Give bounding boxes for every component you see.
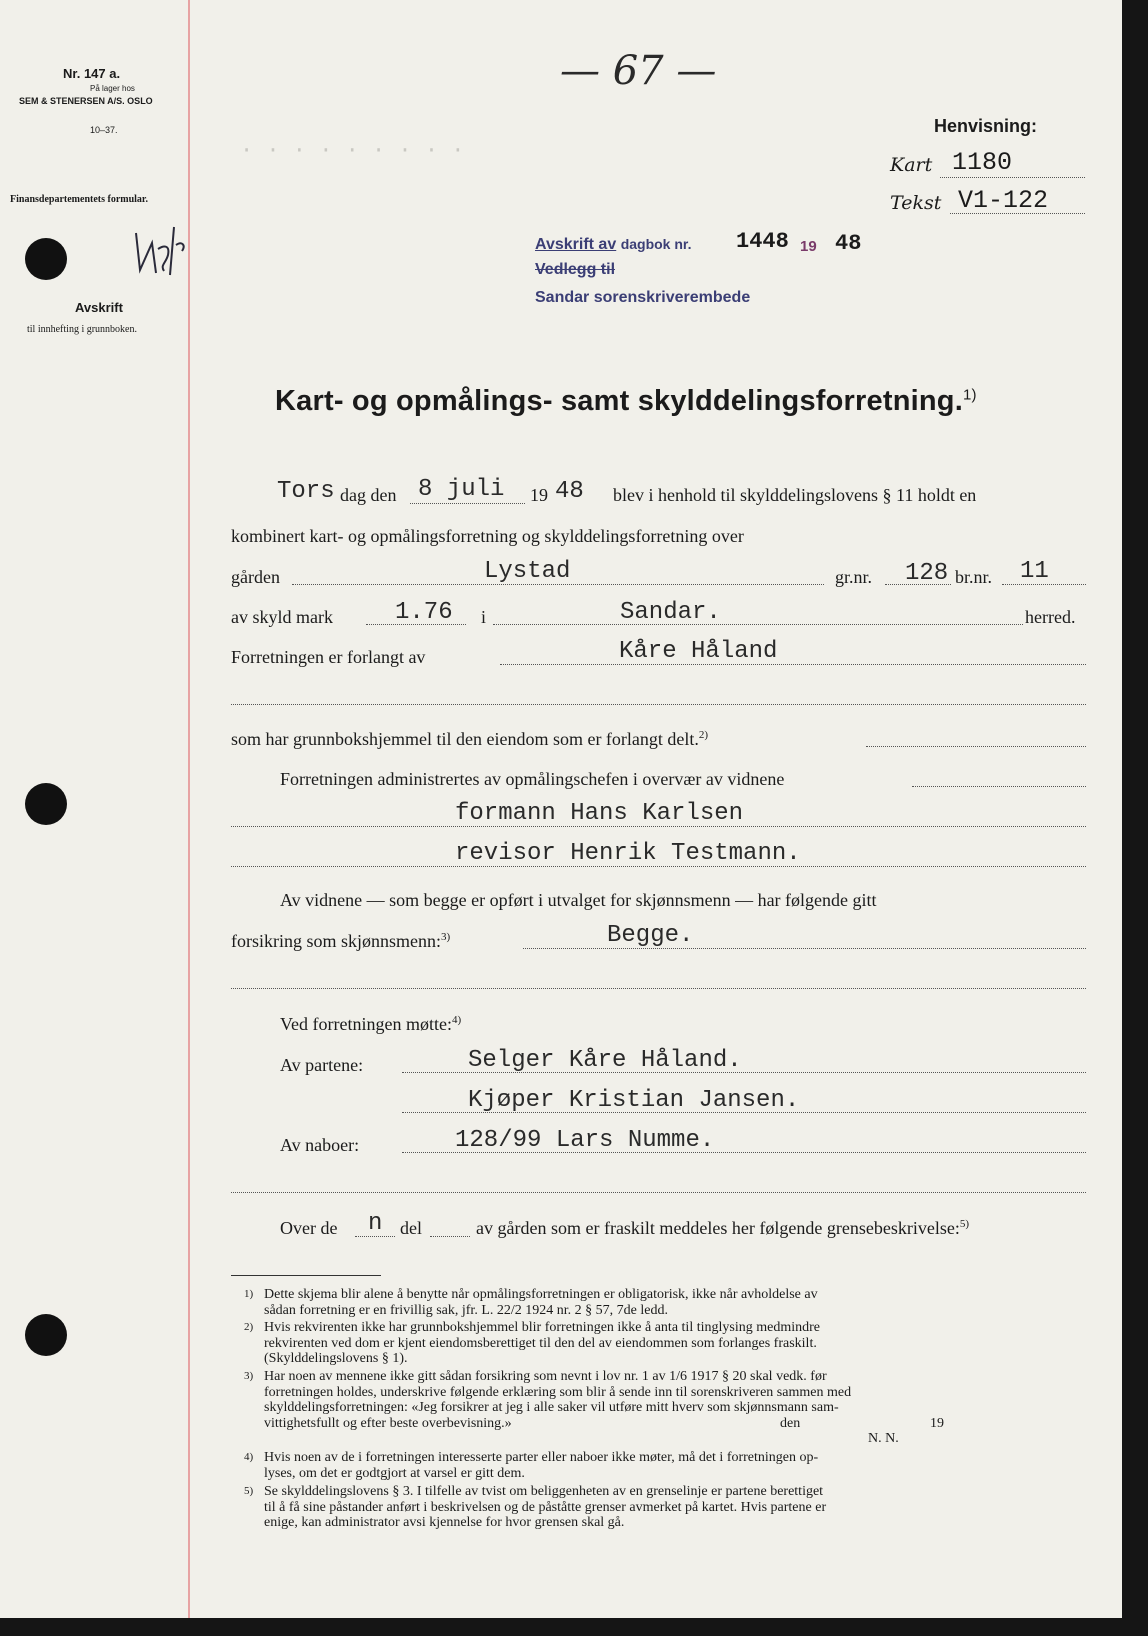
- bleed-through-1: · · · · · · · · ·: [240, 138, 465, 163]
- skyld-label: av skyld mark: [231, 607, 333, 627]
- over-de-label: Over de: [280, 1218, 338, 1238]
- grunnbok-text: som har grunnbokshjemmel til den eiendom som er forlangt delt.: [231, 729, 699, 749]
- stamp-year-prefix: 19: [800, 238, 817, 255]
- scan-border-right: [1122, 0, 1148, 1636]
- footnote-2-line2: rekvirenten ved dom er kjent eiendomsberettiget til den del av eiendommen som forlanges fraskilt.: [264, 1335, 817, 1351]
- avskrift-note: til innhefting i grunnboken.: [27, 324, 137, 335]
- document-title: [275, 385, 977, 418]
- stamp-number: 1448: [736, 229, 789, 254]
- skyld-value: 1.76: [395, 599, 453, 626]
- motte-label: [280, 1014, 461, 1035]
- forsikring-mark: 3): [441, 931, 451, 943]
- year-value: 48: [555, 478, 584, 505]
- del-label: del: [400, 1218, 422, 1238]
- requested-dotline: [500, 664, 1086, 665]
- footnote-3-line3: skylddelingsforretningen: «Jeg forsikrer at jeg i alle saker vil utføre mitt hverv som skjønnsmann sam-: [264, 1400, 839, 1415]
- footnote-3-line4-text: vittighetsfullt og efter beste overbevisning.»: [264, 1415, 512, 1431]
- page-number: — 67 —: [560, 48, 717, 94]
- herred-label: herred.: [1025, 607, 1076, 627]
- forsikring-label: [231, 931, 450, 952]
- margin-initials: [130, 215, 200, 290]
- stamp-line2: Vedlegg til: [535, 261, 616, 278]
- printer-line1: På lager hos: [90, 84, 135, 93]
- grense-line: [476, 1218, 969, 1239]
- document-title-text: Kart- og opmålings- samt skylddelingsforretning.: [275, 385, 963, 417]
- farm-label: gården: [231, 567, 280, 587]
- party1: Selger Kåre Håland.: [468, 1047, 742, 1074]
- neighbour: 128/99 Lars Numme.: [455, 1127, 715, 1154]
- oath-den: den: [780, 1415, 801, 1431]
- forsikring-value: Begge.: [607, 922, 694, 949]
- tekst-label: Tekst: [890, 192, 942, 214]
- form-date: 10–37.: [90, 125, 118, 135]
- footnote-2: [244, 1320, 1064, 1367]
- footnote-4-mark: 4): [244, 1451, 254, 1463]
- punch-hole-top: [25, 238, 67, 280]
- stamp-line3: Sandar sorenskriverembede: [535, 289, 751, 306]
- form-number: Nr. 147 a.: [63, 66, 121, 81]
- oath-year: 19: [930, 1415, 944, 1431]
- partene-label: Av partene:: [280, 1055, 364, 1075]
- requested-label: Forretningen er forlangt av: [231, 647, 426, 667]
- oath-signature: N. N.: [868, 1431, 899, 1446]
- bnr-value: 11: [1020, 558, 1049, 585]
- line2: kombinert kart- og opmålingsforretning og skylddelingsforretning over: [231, 526, 744, 546]
- kart-value: 1180: [952, 148, 1013, 177]
- reference-heading: Henvisning:: [934, 116, 1038, 136]
- witness2: revisor Henrik Testmann.: [455, 840, 801, 867]
- kart-dotline: [940, 177, 1085, 178]
- footnote-1-line1: Dette skjema blir alene å benytte når opmålingsforretningen er obligatorisk, ikke når avholdelse av: [264, 1287, 818, 1302]
- date-dotline: [410, 503, 525, 504]
- grunnbok-mark: 2): [698, 729, 709, 741]
- ministry-label: Finansdepartementets formular.: [10, 194, 148, 205]
- stamp-year: 48: [835, 231, 862, 256]
- bnr-label: br.nr.: [955, 567, 993, 587]
- herred-value: Sandar.: [620, 599, 721, 626]
- line1-rest: blev i henhold til skylddelingslovens § 11 holdt en: [613, 485, 977, 505]
- footnote-3-line1: Har noen av mennene ikke gitt sådan forsikring som nevnt i lov nr. 1 av 1/6 1917 § 20 skal vedk. før: [264, 1369, 827, 1384]
- gnr-label: gr.nr.: [835, 567, 873, 587]
- stamp-avskrift: Avskrift av: [535, 236, 617, 253]
- day-typed: Tors: [277, 478, 335, 505]
- footnote-rule: [231, 1275, 381, 1276]
- footnote-4: [244, 1450, 1064, 1481]
- footnote-5-mark: 5): [244, 1485, 254, 1497]
- forsikring-label-text: forsikring som skjønnsmenn:: [231, 931, 441, 951]
- over-dotline: [355, 1236, 395, 1237]
- punch-hole-middle: [25, 783, 67, 825]
- blank-dotline-1: [231, 704, 1086, 705]
- footnote-1-line2: sådan forretning er en frivillig sak, jfr. L. 22/2 1924 nr. 2 § 57, 7de ledd.: [264, 1302, 668, 1318]
- kart-label: Kart: [890, 154, 933, 176]
- day-printed: dag den: [340, 485, 397, 505]
- footnote-2-line1: Hvis rekvirenten ikke har grunnbokshjemmel blir forretningen ikke å anta til tinglysing medmindre: [264, 1320, 820, 1335]
- requested-by: Kåre Håland: [619, 638, 778, 665]
- footnote-3-line4: [264, 1416, 1064, 1432]
- vidnene-line: Av vidnene — som begge er opført i utvalget for skjønnsmenn — har følgende gitt: [280, 890, 877, 910]
- blank-dotline-2: [231, 988, 1086, 989]
- footnote-4-line1: Hvis noen av de i forretningen interesserte parter eller naboer ikke møter, må det i forretningen op-: [264, 1450, 819, 1465]
- scan-border-bottom: [0, 1618, 1148, 1636]
- footnote-5-line3: enige, kan administrator avsi kjennelse for hvor grensen skal gå.: [264, 1515, 625, 1530]
- tekst-value: V1-122: [958, 186, 1049, 215]
- stamp-line1: [535, 236, 691, 254]
- footnote-5-line1: Se skylddelingslovens § 3. I tilfelle av tvist om beliggenheten av en grenselinje er partene berettiget: [264, 1484, 824, 1499]
- grense-mark: 5): [959, 1218, 969, 1230]
- grunnbok-line: [231, 729, 708, 750]
- footnote-3-mark: 3): [244, 1370, 254, 1382]
- admin-dotline: [912, 786, 1086, 787]
- avskrift-label: Avskrift: [75, 300, 123, 315]
- i-label: i: [481, 607, 487, 627]
- footnote-3: [244, 1369, 1064, 1447]
- stamp-dagbok: dagbok nr.: [620, 236, 692, 252]
- del-dotline: [430, 1236, 470, 1237]
- farm-value: Lystad: [484, 558, 571, 585]
- footnote-1: [244, 1287, 1064, 1318]
- footnote-3-line2: forretningen holdes, underskrive følgende erklæring som blir å sende inn til sorenskriveren sammen med: [264, 1384, 852, 1400]
- motte-mark: 4): [451, 1014, 462, 1026]
- over-value: n: [368, 1210, 383, 1237]
- year-prefix: 19: [530, 485, 548, 505]
- footnote-1-mark: 1): [244, 1288, 254, 1300]
- date-value: 8 juli: [418, 476, 505, 503]
- party2: Kjøper Kristian Jansen.: [468, 1087, 800, 1114]
- title-footnote-mark: 1): [962, 386, 977, 404]
- footnote-4-line2: lyses, om det er godtgjort at varsel er gitt dem.: [264, 1465, 525, 1481]
- herred-dotline: [493, 624, 1023, 625]
- grunnbok-dotline: [866, 746, 1086, 747]
- naboer-label: Av naboer:: [280, 1135, 360, 1155]
- footnote-5: [244, 1484, 1064, 1531]
- footnote-2-mark: 2): [244, 1321, 254, 1333]
- signature-initials-icon: [130, 215, 200, 285]
- punch-hole-bottom: [25, 1314, 67, 1356]
- grense-text: av gården som er fraskilt meddeles her følgende grensebeskrivelse:: [476, 1218, 960, 1238]
- witness1: formann Hans Karlsen: [455, 800, 744, 827]
- footnote-5-line2: til å få sine påstander anført i beskrivelsen og de påståtte grenser avmerket på kartet. Hvis partene er: [264, 1499, 827, 1515]
- gnr-value: 128: [905, 560, 949, 587]
- admin-line: Forretningen administrertes av opmålingschefen i overvær av vidnene: [280, 769, 785, 789]
- blank-dotline-3: [231, 1192, 1086, 1193]
- printer-line2: SEM & STENERSEN A/S. OSLO: [19, 96, 153, 106]
- motte-label-text: Ved forretningen møtte:: [280, 1014, 452, 1034]
- footnote-2-line3: (Skylddelingslovens § 1).: [264, 1351, 408, 1366]
